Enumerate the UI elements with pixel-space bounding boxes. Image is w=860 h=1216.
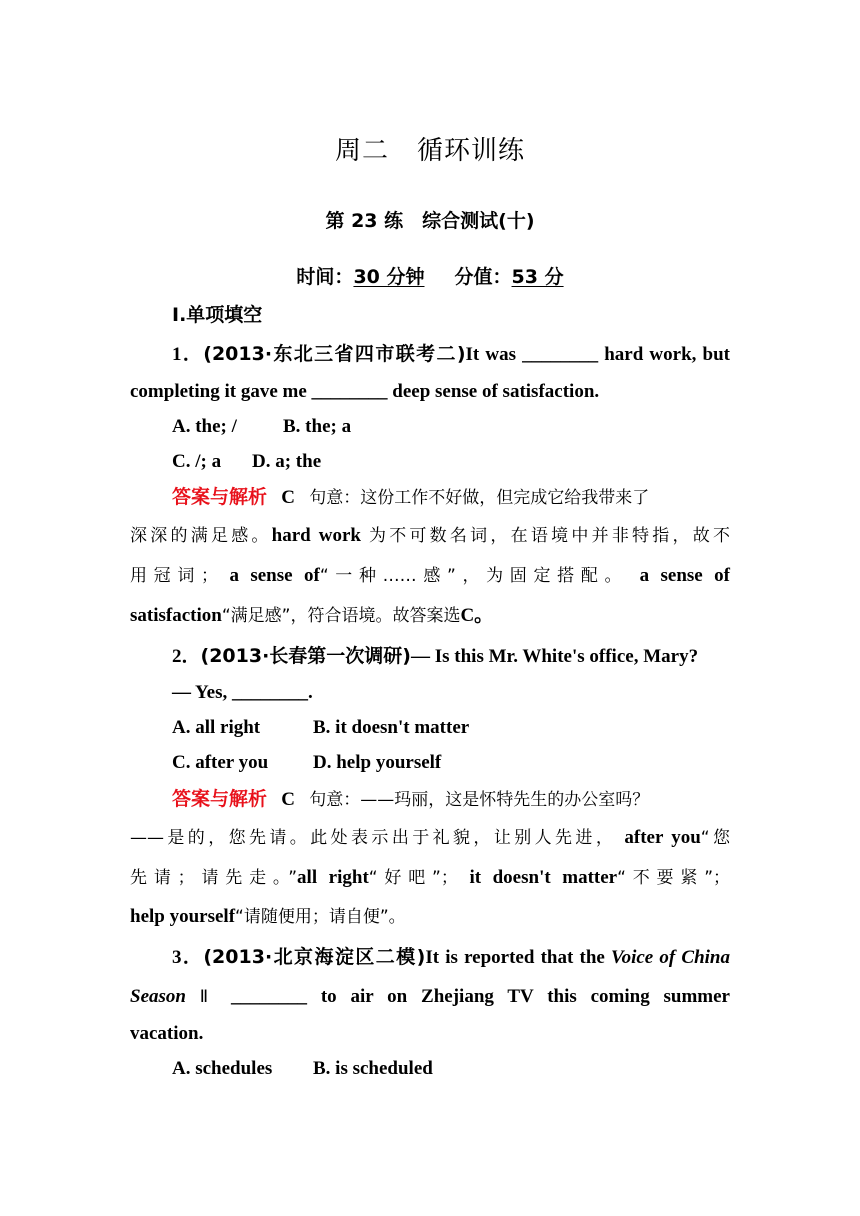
- q3-stem-line2: Season Ⅱ ________ to air on Zhejiang TV this coming summer: [130, 986, 730, 1007]
- q1-options-row2: [172, 449, 730, 475]
- q1-explanation-line1: 句意：这份工作不好做，但完成它给我带来了: [309, 488, 650, 508]
- score-label: 分值：: [454, 266, 512, 288]
- q3-option-b: B. is scheduled: [313, 1058, 433, 1079]
- q1-option-d: D. a; the: [252, 451, 322, 472]
- q3-blank: ________: [231, 986, 308, 1007]
- q2-stem-line1: [172, 643, 730, 670]
- q1-answer-letter: C: [281, 487, 295, 508]
- title-day: 周二: [334, 136, 389, 166]
- q2-answer-line1: [172, 786, 730, 813]
- q1-stem-line2: completing it gave me ________ deep sense of satisfaction.: [130, 381, 600, 402]
- score-value: 53 分: [511, 266, 564, 288]
- q2-stem-line2: — Yes, ________.: [172, 682, 313, 703]
- q1-answer-line1: [172, 484, 730, 511]
- q1-explanation-line3: 用冠词； a sense of“一种……感”，为固定搭配。 a sense of: [130, 565, 730, 586]
- q3-option-a: A. schedules: [172, 1058, 273, 1079]
- q1-option-a: A. the; /: [172, 416, 237, 437]
- q1-number: 1．: [172, 344, 204, 365]
- q2-number: 2．: [172, 646, 201, 667]
- q1-source: (2013·东北三省四市联考二): [203, 343, 466, 365]
- q3-options-row1: [172, 1056, 730, 1082]
- time-score-line: [0, 262, 860, 289]
- q2-option-d: D. help yourself: [313, 752, 442, 773]
- q1-option-b: B. the; a: [283, 416, 352, 437]
- q2-option-c: C. after you: [172, 752, 269, 773]
- q2-explanation-line4: help yourself“请随便用；请自便”。: [130, 906, 406, 927]
- q2-option-b: B. it doesn't matter: [313, 717, 470, 738]
- q3-number: 3．: [172, 947, 204, 968]
- q1-options-row1: [172, 414, 730, 440]
- q3-source: (2013·北京海淀区二模): [203, 946, 426, 968]
- q3-stem-line3: vacation.: [130, 1023, 204, 1044]
- q1-explanation-line4: satisfaction“满足感”，符合语境。故答案选C。: [130, 605, 494, 626]
- q1-explanation-line2: 深深的满足感。hard work 为不可数名词，在语境中并非特指，故不: [130, 525, 731, 546]
- q2-explanation-line1: 句意：——玛丽，这是怀特先生的办公室吗？: [309, 790, 650, 810]
- q1-stem-line1: [172, 341, 730, 368]
- q2-explanation-line3: 先请；请先走。”all right“好吧”； it doesn't matter“不要紧”；: [130, 867, 730, 888]
- q2-option-a: A. all right: [172, 717, 261, 738]
- q1-option-c: C. /; a: [172, 451, 222, 472]
- title-topic: 循环训练: [417, 136, 526, 166]
- q2-answer-letter: C: [281, 789, 295, 810]
- exercise-subtitle: 第 23 练 综合测试(十): [325, 210, 535, 232]
- q1-stem-text1: It was ________ hard work, but: [465, 344, 730, 365]
- q2-answer-label: 答案与解析: [172, 788, 268, 810]
- q2-source: (2013·长春第一次调研): [200, 645, 411, 667]
- q1-answer-label: 答案与解析: [172, 486, 268, 508]
- q3-stem-text1: It is reported that the: [425, 947, 612, 968]
- q2-options-row2: [172, 750, 730, 776]
- q2-options-row1: [172, 715, 730, 741]
- time-label: 时间：: [296, 266, 354, 288]
- q3-stem-line1: [172, 944, 730, 971]
- time-value: 30 分钟: [353, 266, 425, 288]
- q3-show-title: Voice of China: [611, 947, 731, 968]
- q2-stem-text1: — Is this Mr. White's office, Mary?: [410, 646, 699, 667]
- q2-explanation-line2: ——是的，您先请。此处表示出于礼貌，让别人先进， after you“您: [130, 827, 731, 848]
- section-heading: Ⅰ.单项填空: [172, 304, 263, 326]
- page-title: [0, 130, 860, 167]
